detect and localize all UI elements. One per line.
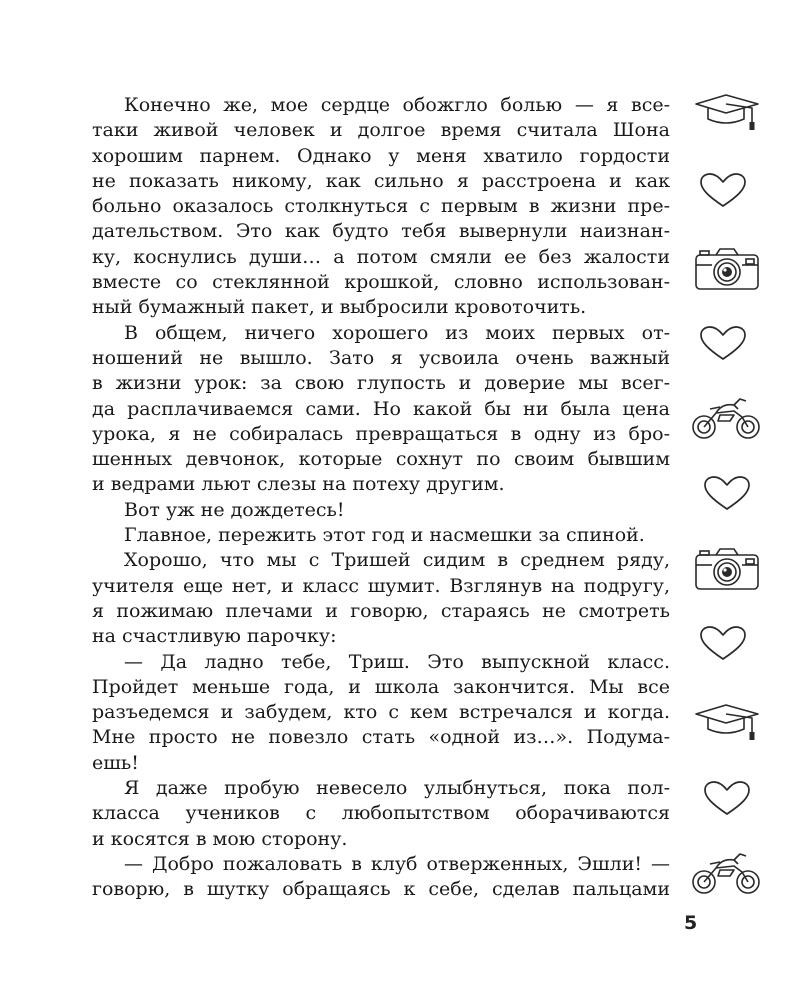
text-line: — Да ладно тебе, Триш. Это выпускной класс. xyxy=(124,650,670,673)
margin-decorations xyxy=(690,90,770,920)
text-line: и косятся в мою сторону. xyxy=(92,827,348,850)
text-line: ешь! xyxy=(92,751,139,774)
text-line: не показать никому, как сильно я расстроена и как xyxy=(92,169,670,192)
text-line: я пожимаю плечами и говорю, стараясь не смотреть xyxy=(92,599,670,622)
text-line: вместе со стеклянной крошкой, словно использован- xyxy=(92,271,670,294)
graduation-cap-icon xyxy=(692,702,772,742)
text-line: таки живой человек и долгое время считала Шона xyxy=(92,119,670,142)
text-line: — Добро пожаловать в клуб отверженных, Эшли! — xyxy=(124,852,670,875)
text-line: Я даже пробую невесело улыбнуться, пока пол- xyxy=(124,777,670,800)
text-line: ку, коснулись души… а потом смяли ее без жалости xyxy=(92,245,670,268)
text-line: Мне просто не повезло стать «одной из…». Подума- xyxy=(92,726,670,749)
text-line: на счастливую парочку: xyxy=(92,625,337,648)
text-line: ношений не вышло. Зато я усвоила очень важный xyxy=(92,346,670,369)
text-line: учителя еще нет, и класс шумит. Взглянув на подругу, xyxy=(92,574,670,597)
text-line: Хорошо, что мы с Тришей сидим в среднем ряду, xyxy=(124,549,670,572)
text-line: ный бумажный пакет, и выбросили кровоточить. xyxy=(92,296,587,319)
text-line: в жизни урок: за свою глупость и доверие мы всег- xyxy=(92,372,670,395)
graduation-cap-icon xyxy=(692,92,772,132)
text-line: и ведрами льют слезы на потеху другим. xyxy=(92,473,505,496)
text-line: разъедемся и забудем, кто с кем встречался и когда. xyxy=(92,701,670,724)
heart-icon xyxy=(698,625,778,663)
text-line: говорю, в шутку обращаясь к себе, сделав пальцами xyxy=(92,878,670,901)
text-line: хорошим парнем. Однако у меня хватило гордости xyxy=(92,144,670,167)
text-line: Конечно же, мое сердце обожгло болью — я все- xyxy=(124,94,670,116)
text-line: класса учеников с любопытством оборачиваются xyxy=(92,802,670,825)
heart-icon xyxy=(702,475,782,513)
motorcycle-icon xyxy=(690,395,770,441)
heart-icon xyxy=(698,172,778,210)
text-line: больно оказалось столкнуться с первым в жизни пре- xyxy=(92,195,670,218)
heart-icon xyxy=(698,325,778,363)
text-line: В общем, ничего хорошего из моих первых от- xyxy=(124,321,670,344)
text-line: Вот уж не дождетесь! xyxy=(124,498,345,521)
text-line: урока, я не собиралась превращаться в одну из бро- xyxy=(92,422,670,445)
camera-icon xyxy=(692,545,772,593)
heart-icon xyxy=(702,780,782,818)
text-line: шенных девчонок, которые сохнут по своим бывшим xyxy=(92,448,670,471)
camera-icon xyxy=(692,245,772,293)
text-line: да расплачиваемся сами. Но какой бы ни была цена xyxy=(92,397,670,420)
page-number: 5 xyxy=(684,912,698,934)
text-line: дательством. Это как будто тебя вывернули наизнан- xyxy=(92,220,670,243)
body-text xyxy=(92,93,670,903)
text-line: Главное, пережить этот год и насмешки за спиной. xyxy=(124,524,645,547)
motorcycle-icon xyxy=(690,850,770,896)
text-line: Пройдет меньше года, и школа закончится. Мы все xyxy=(92,675,670,698)
